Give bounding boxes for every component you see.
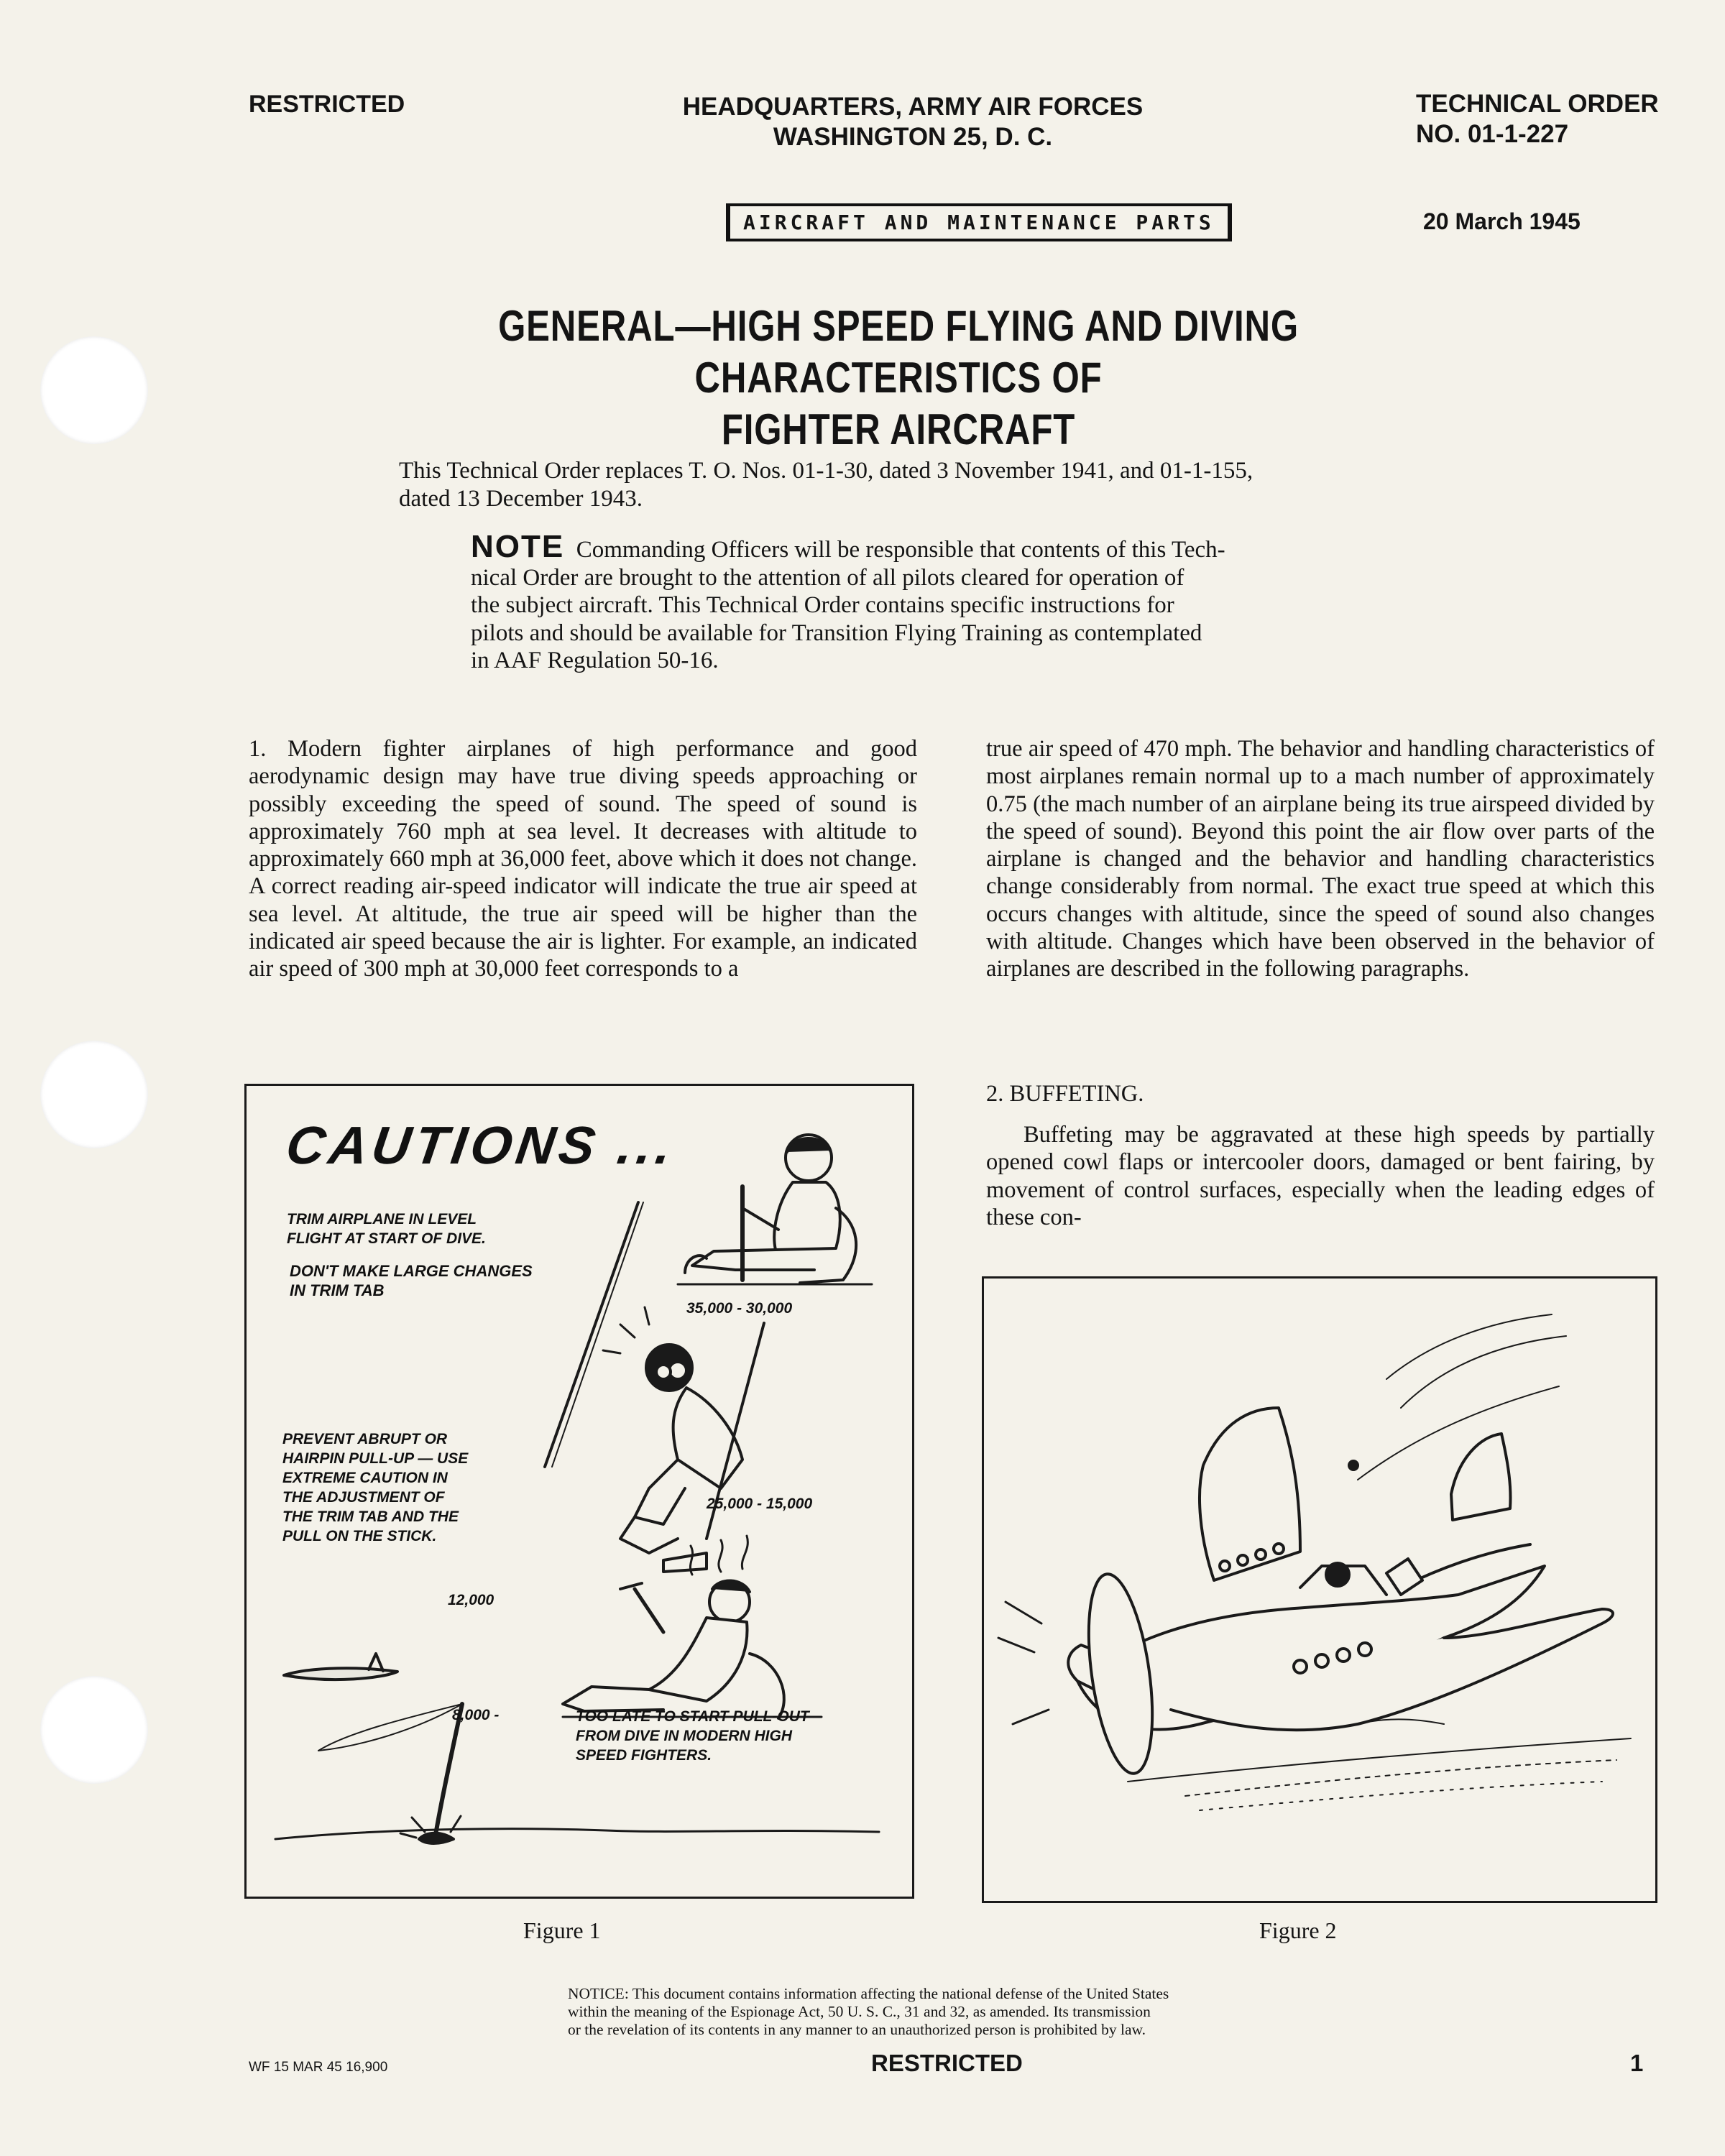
note-block [471,529,1448,675]
agency-block [539,92,1287,152]
agency-line-1: HEADQUARTERS, ARMY AIR FORCES [682,93,1144,121]
caution-3-line-3: EXTREME CAUTION IN [282,1470,448,1486]
caution-2-line-2: IN TRIM TAB [290,1281,385,1299]
notice-line-1: NOTICE: This document contains information affecting the national defense of the United States [568,1985,1169,2002]
issue-date: 20 March 1945 [1423,208,1581,234]
note-label: NOTE [471,529,565,564]
figure-1-caption: Figure 1 [523,1917,601,1943]
caution-3-line-2: HAIRPIN PULL-UP — USE [282,1450,469,1467]
figure-1-frame [244,1084,914,1899]
note-line-1: Commanding Officers will be responsible that contents of this Tech- [576,537,1225,563]
caution-trim-tab [290,1261,533,1300]
note-line-2: nical Order are brought to the attention of all pilots cleared for operation of [471,564,1184,591]
to-line-1: TECHNICAL ORDER [1416,90,1659,118]
binder-hole-top [40,336,148,444]
caution-4-line-1: TOO LATE TO START PULL-OUT [576,1708,809,1725]
figure-2-frame [982,1276,1657,1903]
notice-line-2: within the meaning of the Espionage Act, 50 U. S. C., 31 and 32, as amended. Its transmission [568,2003,1151,2020]
espionage-notice [568,1985,1308,2039]
note-line-3: the subject aircraft. This Technical Order contains specific instructions for [471,592,1174,618]
caution-4-line-2: FROM DIVE IN MODERN HIGH [576,1728,793,1744]
caution-pull-up [282,1429,468,1546]
caution-3-line-1: PREVENT ABRUPT OR [282,1431,448,1447]
altitude-label-8000: 8,000 - [452,1707,500,1723]
caution-3-line-6: PULL ON THE STICK. [282,1528,437,1544]
agency-line-2: WASHINGTON 25, D. C. [773,123,1053,151]
altitude-label-35000: 35,000 - 30,000 [686,1300,793,1317]
category-box: AIRCRAFT AND MAINTENANCE PARTS [726,203,1232,241]
altitude-label-25000: 25,000 - 15,000 [707,1496,813,1512]
paragraph-1-continued: true air speed of 470 mph. The behavior and handling characteristics of most airplanes remain normal up to a mach number of approximately 0.75 (the mach number of an airplane being its true airspeed divided by the speed of sound). Beyond this point the air flow over parts of the airplane is changed and the behavior and handling characteristics change considerably from normal. The exact true speed at which this occurs changes with altitude, since the speed of sound also changes with altitude. Changes which have been observed in the behavior of airplanes are described in the following paragraphs. [986,736,1655,982]
binder-hole-middle [40,1041,148,1148]
caution-1-line-1: TRIM AIRPLANE IN LEVEL [287,1211,477,1227]
altitude-label-12000: 12,000 [448,1592,494,1608]
replaces-line-1: This Technical Order replaces T. O. Nos. 01-1-30, dated 3 November 1941, and 01-1-155, [399,458,1254,484]
paragraph-2: Buffeting may be aggravated at these high speeds by partially opened cowl flaps or intercooler doors, damaged or bent fairing, by movement of control surfaces, especially when the leading edges of these con- [986,1122,1655,1230]
caution-3-line-5: THE TRIM TAB AND THE [282,1508,459,1525]
document-title [216,300,1581,456]
replaces-line-2: dated 13 December 1943. [399,486,643,512]
cautions-heading: CAUTIONS ... [282,1115,680,1175]
caution-trim-level [287,1210,486,1248]
classification-footer: RESTRICTED [871,2050,1023,2076]
caution-3-line-4: THE ADJUSTMENT OF [282,1489,445,1506]
notice-line-3: or the revelation of its contents in any manner to an unauthorized person is prohibited by law. [568,2021,1146,2038]
title-line-1: GENERAL—HIGH SPEED FLYING AND DIVING CHARACTERISTICS OF [498,302,1299,402]
figure-2-illustration [984,1279,1655,1901]
technical-order-number [1416,89,1659,149]
figure-2-caption: Figure 2 [1259,1917,1337,1943]
caution-too-late [576,1707,809,1765]
to-line-2: NO. 01-1-227 [1416,120,1569,148]
note-line-4: pilots and should be available for Transition Flying Training as contemplated [471,619,1202,646]
caution-4-line-3: SPEED FIGHTERS. [576,1747,712,1764]
caution-1-line-2: FLIGHT AT START OF DIVE. [287,1230,486,1247]
note-line-5: in AAF Regulation 50-16. [471,648,719,673]
page-number: 1 [1630,2050,1644,2076]
classification-header: RESTRICTED [249,91,405,118]
print-code: WF 15 MAR 45 16,900 [249,2060,388,2075]
title-line-2: FIGHTER AIRCRAFT [721,405,1076,453]
binder-hole-bottom [40,1676,148,1784]
caution-2-line-1: DON'T MAKE LARGE CHANGES [290,1262,533,1280]
section-2-heading: 2. BUFFETING. [986,1081,1144,1107]
paragraph-1: 1. Modern fighter airplanes of high performance and good aerodynamic design may have true diving speeds approaching or possibly exceeding the speed of sound. The speed of sound is approximately 760 mph at sea level. It decreases with altitude to approximately 660 mph at 36,000 feet, above which it does not change. A correct reading air-speed indicator will indicate the true air speed at sea level. At altitude, the true air speed will be higher than the indicated air speed because the air is lighter. For example, an indicated air speed of 300 mph at 30,000 feet corresponds to a [249,736,917,982]
replaces-paragraph [399,457,1520,513]
